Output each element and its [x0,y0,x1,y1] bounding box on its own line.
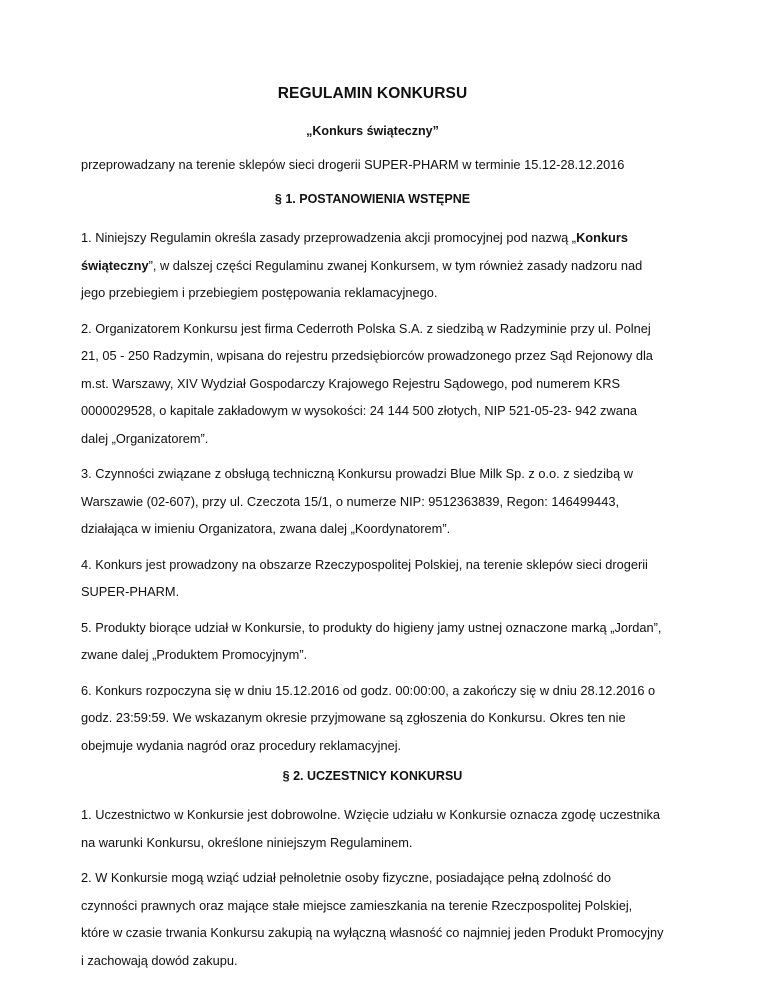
intro-paragraph: przeprowadzany na terenie sklepów sieci drogerii SUPER-PHARM w terminie 15.12-28.12.2016 [81,157,625,172]
document-subtitle: „Konkurs świąteczny” [306,124,439,138]
section-1-paragraph-2: 2. Organizatorem Konkursu jest firma Cederroth Polska S.A. z siedzibą w Radzyminie przy ul. Polnej 21, 05 - 250 Radzymin, wpisana do rejestru przedsiębiorców prowadzonego przez Sąd Rejonowy dla m.st. Warszawy, XIV Wydział Gospodarczy Krajowego Rejestru Sądowego, pod numerem KRS 0000029528, o kapitale zakładowym w wysokości: 24 144 500 złotych, NIP 521-05-23- 942 zwana dalej „Organizatorem”. [81,320,653,446]
section-1-paragraph-6: 6. Konkurs rozpoczyna się w dniu 15.12.2016 od godz. 00:00:00, a zakończy się w dniu 28.12.2016 o godz. 23:59:59. We wskazanym okresie przyjmowane są zgłoszenia do Konkursu. Okres ten nie obejmuje wydania nagród oraz procedury reklamacyjnej. [81,682,656,753]
section-1-paragraph-4: 4. Konkurs jest prowadzony na obszarze Rzeczypospolitej Polskiej, na terenie sklepów sieci drogerii SUPER-PHARM. [81,556,648,599]
section-1-heading: § 1. POSTANOWIENIA WSTĘPNE [274,192,471,206]
section-1-paragraph-5: 5. Produkty biorące udział w Konkursie, to produkty do higieny jamy ustnej oznaczone marką „Jordan”, zwane dalej „Produktem Promocyjnym”. [81,619,662,662]
paragraph-text: 1. Niniejszy Regulamin określa zasady przeprowadzenia akcji promocyjnej pod nazwą „ [81,230,577,245]
section-1-paragraph-3: 3. Czynności związane z obsługą techniczną Konkursu prowadzi Blue Milk Sp. z o.o. z siedzibą w Warszawie (02-607), przy ul. Czeczota 15/1, o numerze NIP: 9512363839, Regon: 146499443, działająca w imieniu Organizatora, zwana dalej „Koordynatorem”. [81,466,633,536]
contest-name-bold: Konkurs świąteczny [81,230,628,273]
section-2-paragraph-2: 2. W Konkursie mogą wziąć udział pełnoletnie osoby fizyczne, posiadające pełną zdolność do czynności prawnych oraz mające stałe miejsce zamieszkania na terenie Rzeczpospolitej Polskiej, które w czasie trwania Konkursu zakupią na wyłączną własność co najmniej jeden Produkt Promocyjny i zachowają dowód zakupu. [81,870,664,968]
document-title: REGULAMIN KONKURSU [277,85,468,102]
section-1-paragraph-1 [81,224,664,307]
section-2-paragraph-1: 1. Uczestnictwo w Konkursie jest dobrowolne. Wzięcie udziału w Konkursie oznacza zgodę uczestnika na warunki Konkursu, określone niniejszym Regulaminem. [81,807,660,850]
section-2-heading: § 2. UCZESTNICY KONKURSU [282,769,463,783]
paragraph-text: ”, w dalszej części Regulaminu zwanej Konkursem, w tym również zasady nadzoru nad jego przebiegiem i przebiegiem postępowania reklamacyjnego. [81,257,643,300]
